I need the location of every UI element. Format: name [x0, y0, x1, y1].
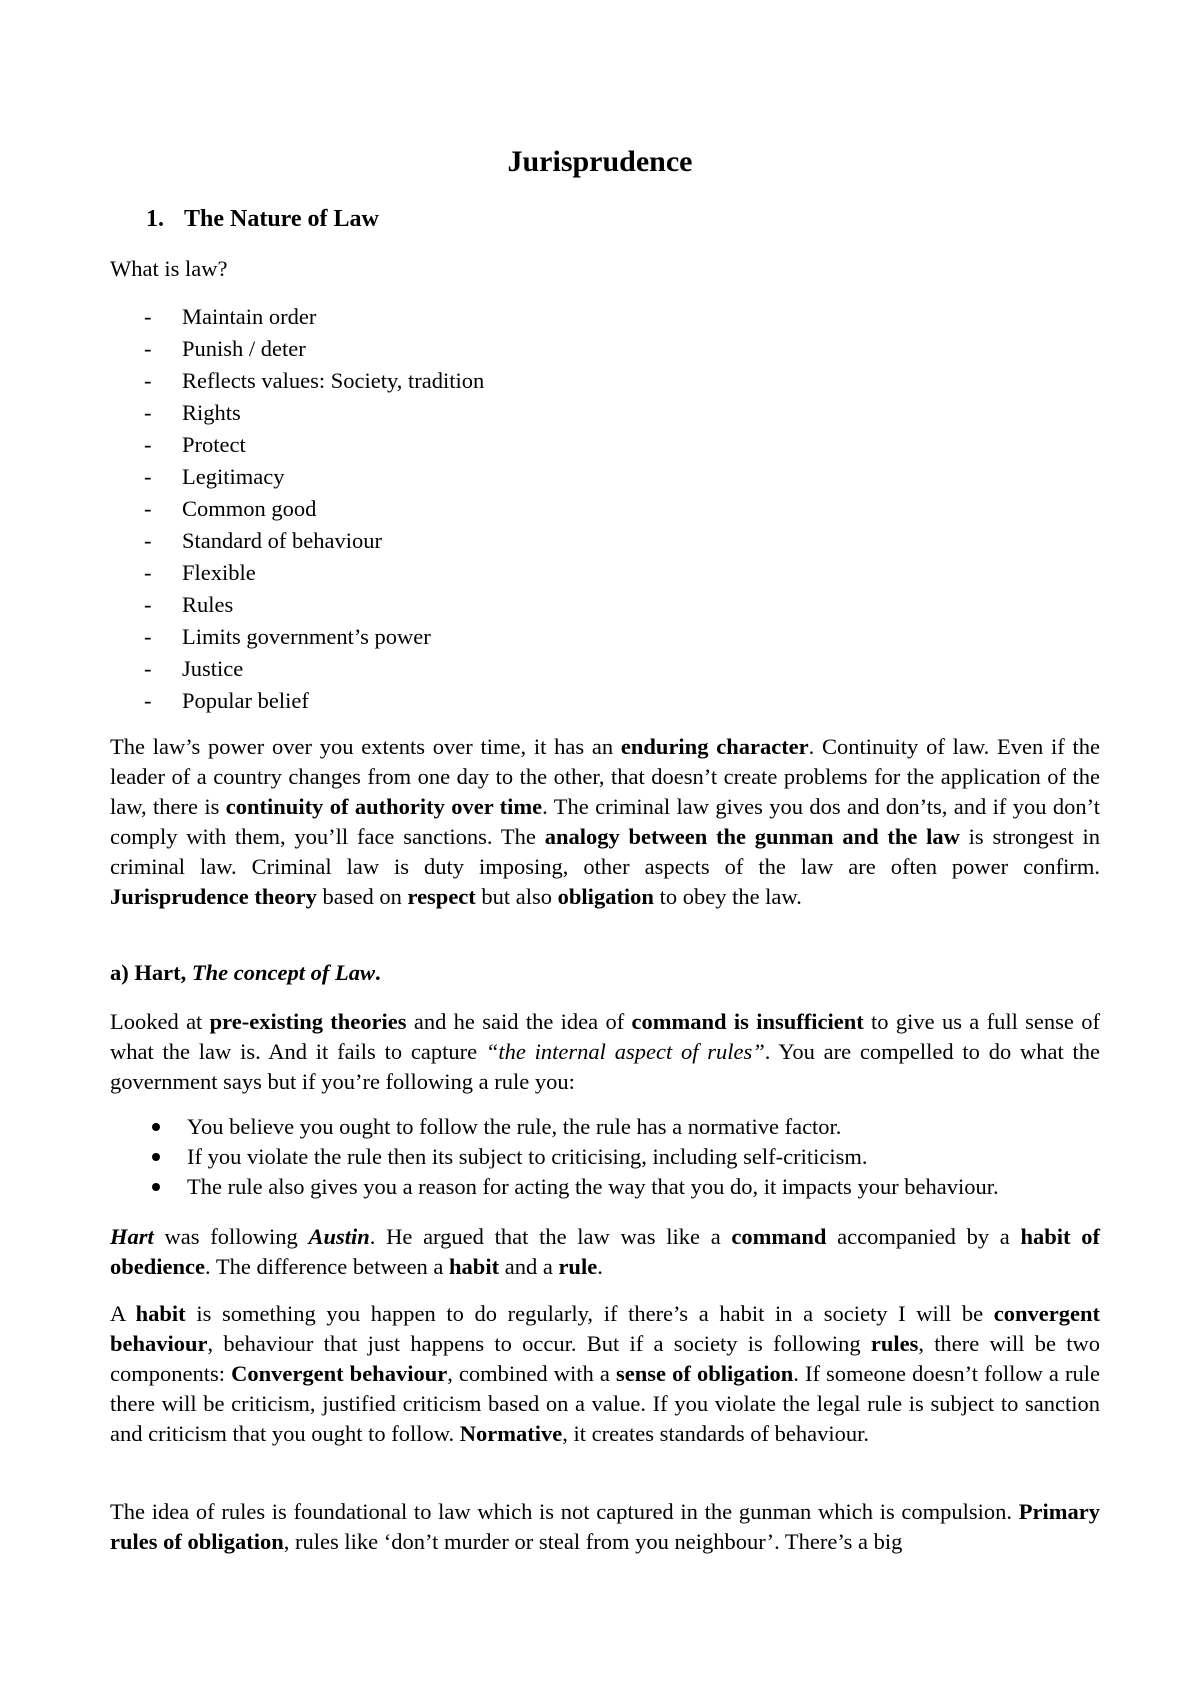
paragraph-habit-vs-rule: [110, 1299, 1100, 1449]
text-run: , rules like ‘don’t murder or steal from you neighbour’. There’s a big: [283, 1529, 903, 1554]
list-item: [110, 621, 484, 653]
dash-marker: -: [144, 336, 152, 361]
bold-term: rules: [870, 1331, 919, 1356]
bold-term: convergent behaviour: [110, 1301, 1100, 1356]
section-number: 1.: [146, 206, 164, 232]
text-run: was following: [153, 1224, 309, 1249]
list-item-text: Standard of behaviour: [182, 528, 382, 553]
list-item: [110, 557, 484, 589]
list-item: [110, 653, 484, 685]
list-item-text: Punish / deter: [182, 336, 306, 361]
bullet-dot-icon: [152, 1123, 160, 1131]
text-run: . If someone doesn’t follow a rule there will be criticism, justified criticism based on a value. If you violate the legal rule is subject to sanction and criticism that you ought to follow.: [110, 1361, 1101, 1446]
section-heading-nature-of-law: [146, 202, 379, 236]
bold-term: command is insufficient: [631, 1009, 864, 1034]
bold-term: continuity of authority over time: [225, 794, 543, 819]
list-item: [110, 429, 484, 461]
dash-marker: -: [144, 496, 152, 521]
bullet-text: If you violate the rule then its subject to criticising, including self-criticism.: [187, 1144, 868, 1169]
dash-marker: -: [144, 304, 152, 329]
subsection-heading-hart: [110, 958, 381, 988]
text-run: The idea of rules is foundational to law which is not captured in the gunman which is compulsion.: [110, 1499, 1019, 1524]
list-item-text: Rules: [182, 592, 234, 617]
text-run: Looked at: [110, 1009, 210, 1034]
bold-term: rule: [558, 1254, 598, 1279]
bold-term: habit of obedience: [110, 1224, 1101, 1279]
dash-marker: -: [144, 368, 152, 393]
list-item-text: Limits government’s power: [182, 624, 431, 649]
rule-following-bullets: [110, 1112, 1100, 1202]
dash-marker: -: [144, 656, 152, 681]
list-item-text: Justice: [182, 656, 244, 681]
dash-marker: -: [144, 592, 152, 617]
list-item: [110, 365, 484, 397]
bold-term: enduring character: [620, 734, 809, 759]
bold-term: Convergent behaviour: [231, 1361, 448, 1386]
italic-quote: “the internal aspect of rules”: [485, 1039, 765, 1064]
dash-marker: -: [144, 688, 152, 713]
list-item-text: Popular belief: [182, 688, 309, 713]
dash-marker: -: [144, 432, 152, 457]
text-run: to obey the law.: [653, 884, 802, 909]
bullet-item: [110, 1142, 1100, 1172]
dash-marker: -: [144, 464, 152, 489]
text-run: , behaviour that just happens to occur. But if a society is following: [207, 1331, 871, 1356]
bullet-item: [110, 1112, 1100, 1142]
text-run: accompanied by a: [826, 1224, 1021, 1249]
section-title: The Nature of Law: [184, 206, 379, 232]
text-run: is strongest in criminal law. Criminal law is duty imposing, other aspects of the law are often power confirm.: [110, 824, 1100, 879]
dash-marker: -: [144, 400, 152, 425]
bullet-item: [110, 1172, 1100, 1202]
dash-marker: -: [144, 624, 152, 649]
list-item: [110, 525, 484, 557]
bold-term: Jurisprudence theory: [110, 884, 317, 909]
bold-term: pre-existing theories: [209, 1009, 407, 1034]
list-item-text: Reflects values: Society, tradition: [182, 368, 485, 393]
bold-term: analogy between the gunman and the law: [544, 824, 960, 849]
text-run: . You are compelled to do what the government says but if you’re following a rule you:: [110, 1039, 1101, 1094]
text-run: . Continuity of law. Even if the leader of a country changes from one day to the other, that doesn’t create problems for the application of the law, there is: [110, 734, 1100, 819]
text-run: and a: [499, 1254, 559, 1279]
paragraph-primary-rules: [110, 1497, 1100, 1557]
document-title: Jurisprudence: [507, 145, 693, 178]
bold-term: habit: [449, 1254, 500, 1279]
dash-marker: -: [144, 560, 152, 585]
list-item: [110, 397, 484, 429]
list-item: [110, 333, 484, 365]
bold-term: command: [731, 1224, 827, 1249]
list-item: [110, 685, 484, 717]
text-run: and he said the idea of: [406, 1009, 632, 1034]
bold-term: Normative: [459, 1421, 563, 1446]
text-run: A: [110, 1301, 136, 1326]
bold-term: obligation: [557, 884, 654, 909]
text-run: but also: [475, 884, 558, 909]
bullet-text: The rule also gives you a reason for acting the way that you do, it impacts your behaviour.: [187, 1174, 999, 1199]
list-item-text: Flexible: [182, 560, 256, 585]
list-item-text: Protect: [182, 432, 246, 457]
bullet-dot-icon: [152, 1153, 160, 1161]
list-item-text: Common good: [182, 496, 317, 521]
list-item: [110, 461, 484, 493]
subsection-suffix: .: [374, 960, 381, 985]
list-item: [110, 493, 484, 525]
paragraph-hart-austin: [110, 1222, 1100, 1282]
law-purposes-list: [110, 301, 484, 717]
bold-italic-name: Austin: [308, 1224, 370, 1249]
bold-term: habit: [135, 1301, 186, 1326]
list-item-text: Legitimacy: [182, 464, 285, 489]
list-item-text: Rights: [182, 400, 241, 425]
text-run: , combined with a: [447, 1361, 616, 1386]
text-run: is something you happen to do regularly, if there’s a habit in a society I will be: [185, 1301, 994, 1326]
text-run: based on: [316, 884, 408, 909]
text-run: , there will be two components:: [110, 1331, 1100, 1386]
list-item-text: Maintain order: [182, 304, 317, 329]
list-item: [110, 589, 484, 621]
bullet-dot-icon: [152, 1183, 160, 1191]
question-what-is-law: What is law?: [110, 256, 228, 281]
text-run: The law’s power over you extents over time, it has an: [110, 734, 621, 759]
bold-term: respect: [407, 884, 476, 909]
bold-italic-name: Hart: [110, 1224, 154, 1249]
text-run: .: [597, 1254, 603, 1279]
book-title: The concept of Law: [191, 960, 375, 985]
list-item: [110, 301, 484, 333]
bullet-text: You believe you ought to follow the rule, the rule has a normative factor.: [187, 1114, 842, 1139]
text-run: . The criminal law gives you dos and don’ts, and if you don’t comply with them, you’ll face sanctions. The: [110, 794, 1100, 849]
bold-term: Primary rules of obligation: [110, 1499, 1100, 1554]
bold-term: sense of obligation: [615, 1361, 794, 1386]
text-run: , it creates standards of behaviour.: [562, 1421, 869, 1446]
text-run: to give us a full sense of what the law is. And it fails to capture: [110, 1009, 1100, 1064]
text-run: . He argued that the law was like a: [369, 1224, 732, 1249]
text-run: . The difference between a: [205, 1254, 450, 1279]
dash-marker: -: [144, 528, 152, 553]
paragraph-enduring-character: [110, 732, 1100, 912]
paragraph-pre-existing-theories: [110, 1007, 1100, 1097]
subsection-prefix: a) Hart,: [110, 960, 192, 985]
